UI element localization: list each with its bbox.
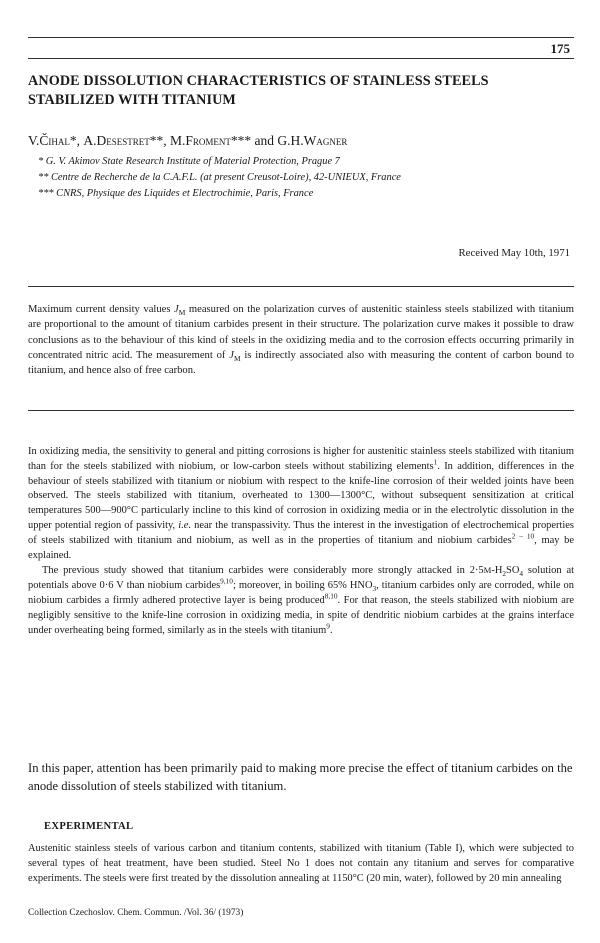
emphasis-paragraph: In this paper, attention has been primarily paid to making more precise the effect of titanium carbides on the anode dissolution of steels stabilized with titanium. [28, 761, 573, 793]
received-date: Received May 10th, 1971 [458, 247, 570, 259]
p2-text-7: . For that reason, the steels stabilized with niobium are negligibly sensitive to the knife-line corrosion in oxidizing media, in spite of dendritic niobium carbides at the grains interface under overheating being formed, similarly as in the steels with titanium [28, 594, 574, 636]
paragraph-2 [28, 563, 574, 638]
reference-mark: 9,10 [220, 576, 233, 586]
author-line [28, 133, 573, 149]
abstract-text-2: measured on the polarization curves of austenitic stainless steels stabilized with titanium are proportional to the amount of titanium carbides present in their structure. The polarization curve makes it possible to draw conclusions as to the behaviour of this kind of steels in the oxidizing media and to the corrosion effects occurring primarily in concentrated nitric acid. The measurement of [28, 304, 574, 361]
p1-italic: i.e. [178, 519, 192, 531]
author-2: A.Desestret** [83, 133, 164, 148]
experimental-paragraph: Austenitic stainless steels of various carbon and titanium contents, stabilized with titanium (Table I), which were subjected to several types of heat treatment, have been studied. Steel No 1 does not contain any titanium and serves for comparative experiments. The steels were first treated by the dissolution annealing at 1150°C (20 min, water), followed by 20 min annealing [28, 843, 574, 884]
p2-text-5: ; moreover, in boiling 65% HNO [232, 580, 373, 592]
journal-footer: Collection Czechoslov. Chem. Commun. /Vol. 36/ (1973) [28, 908, 244, 918]
reference-mark: 2 – 10 [511, 531, 535, 541]
author-separator-3: and [251, 133, 278, 148]
p1-text-4: , may be explained. [28, 534, 575, 561]
abstract [28, 302, 574, 378]
p2-text-8: . [329, 624, 333, 636]
symbol-subscript: M [233, 354, 241, 363]
p1-text-1: In oxidizing media, the sensitivity to general and pitting corrosions is higher for austenitic stainless steels stabilized with titanium than for the steels stabilized with niobium, or low-carbon steels without stabilizing elements [28, 446, 574, 472]
author-1: V.Čihal* [28, 133, 77, 148]
abstract-text-1: Maximum current density values [28, 304, 175, 315]
p2-text-4: solution at potentials above 0·6 V than niobium carbides [28, 565, 574, 592]
affiliation-3: *** CNRS, Physique des Liquides et Electrochimie, Paris, France [38, 188, 314, 199]
abstract-text-3: is indirectly associated also with measuring the content of carbon bound to titanium, and hence also of free carbon. [28, 349, 575, 377]
page-number: 175 [550, 41, 570, 56]
reference-mark: 8,10 [324, 591, 338, 601]
header-rule [28, 58, 574, 59]
formula-subscript: 4 [519, 569, 524, 579]
abstract-bottom-rule [28, 410, 574, 411]
p2-text-3: SO [506, 565, 520, 577]
body-text [28, 445, 574, 638]
author-separator-2: , [163, 133, 171, 148]
symbol-j: J [174, 304, 179, 315]
affiliations [38, 154, 578, 202]
affiliation-2: ** Centre de Recherche de la C.A.F.L. (at present Creusot-Loire), 42-UNIEUX, France [38, 172, 401, 183]
top-rule [28, 37, 574, 38]
paper-title: ANODE DISSOLUTION CHARACTERISTICS OF STAINLESS STEELS STABILIZED WITH TITANIUM [28, 73, 489, 108]
reference-mark: 1 [433, 457, 438, 467]
abstract-top-rule [28, 286, 574, 287]
formula-subscript: 3 [372, 584, 377, 594]
symbol-j: J [229, 349, 234, 361]
section-heading: EXPERIMENTAL [44, 821, 134, 832]
paragraph-1 [28, 445, 574, 563]
molar-unit: M [483, 565, 492, 576]
author-4: G.H.Wagner [277, 133, 348, 148]
author-separator-1: , [76, 133, 84, 148]
p1-text-3: near the transpassivity. Thus the interest in the investigation of electrochemical properties of steels stabilized with titanium and niobium, as well as in the properties of titanium and niobium carbides [28, 519, 574, 546]
author-3: M.Froment*** [170, 133, 252, 148]
p2-text-1: The previous study showed that titanium carbides were considerably more strongly attacked in 2·5 [42, 565, 484, 577]
p1-text-2: . In addition, differences in the behaviour of steels stabilized with titanium or niobium with respect to the knife-line corrosion of their welded joints have been observed. The steels stabilized with titanium, overheated to 1300—1300°C, without subsequent sensitization at critical temperatures 500—900°C particularly incline to this kind of corrosion in oxidizing media or in the electrolytic dissolution in the upper potential region of passivity, [28, 460, 574, 531]
symbol-subscript: M [178, 308, 186, 318]
p2-text-2: -H [491, 565, 503, 577]
formula-subscript: 2 [502, 569, 507, 579]
affiliation-1: * G. V. Akimov State Research Institute of Material Protection, Prague 7 [38, 156, 340, 167]
p2-text-6: , titanium carbides only are corroded, while on niobium carbides a firmly adhered protective layer is being produced [28, 580, 574, 606]
reference-mark: 9 [326, 621, 330, 631]
